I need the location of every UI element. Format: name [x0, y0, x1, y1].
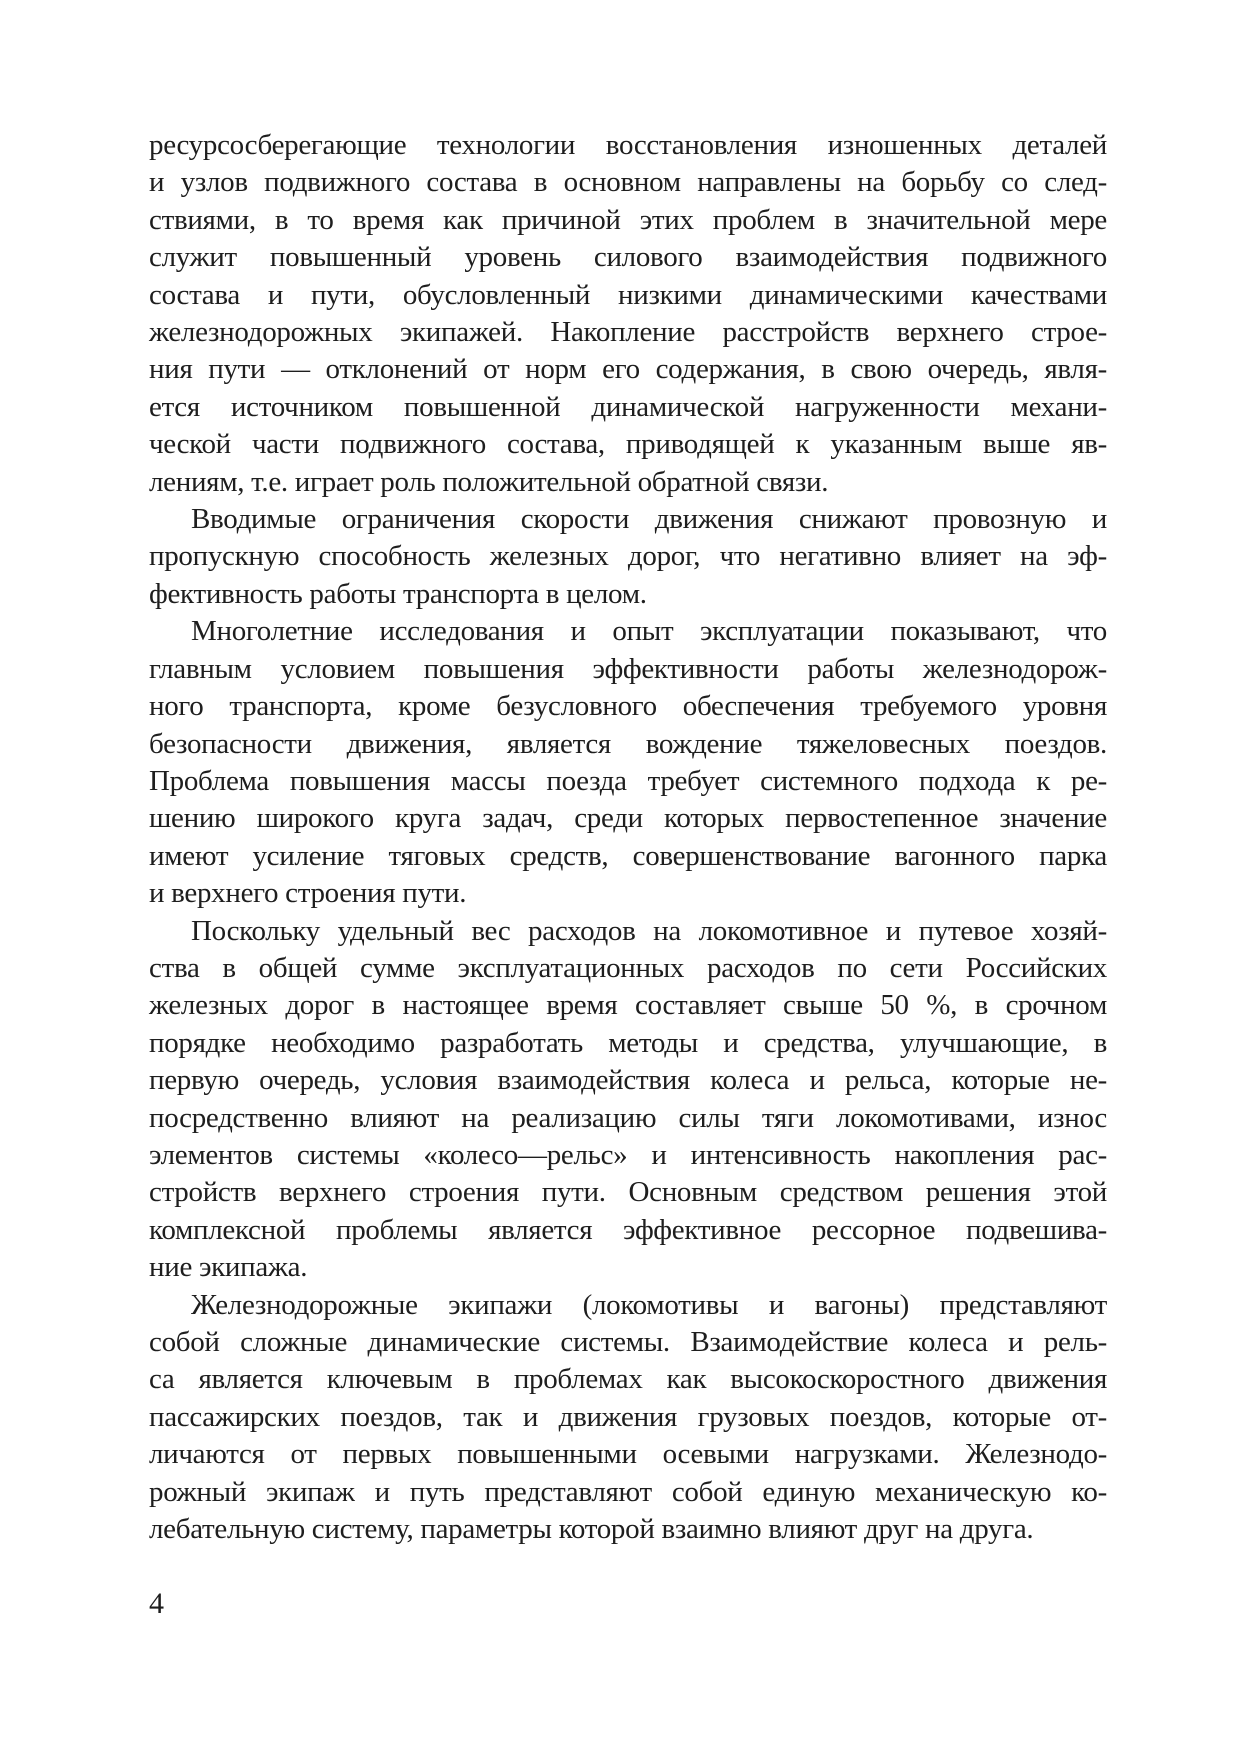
text-line: ние экипажа.: [149, 1251, 308, 1284]
text-line: стройств верхнего строения пути. Основным средством решения этой: [149, 1176, 1107, 1209]
text-line: ется источником повышенной динамической нагруженности механи-: [149, 390, 1107, 423]
text-line: ства в общей сумме эксплуатационных расходов по сети Российских: [149, 951, 1107, 984]
text-line: Железнодорожные экипажи (локомотивы и вагоны) представляют: [191, 1288, 1107, 1321]
text-line: железных дорог в настоящее время составляет свыше 50 %, в срочном: [149, 989, 1107, 1022]
text-line: ствиями, в то время как причиной этих проблем в значительной мере: [149, 203, 1107, 236]
text-line: лебательную систему, параметры которой взаимно влияют друг на друга.: [149, 1513, 1034, 1546]
text-line: главным условием повышения эффективности работы железнодорож-: [149, 652, 1107, 685]
text-line: личаются от первых повышенными осевыми нагрузками. Железнодо-: [149, 1438, 1107, 1471]
text-line: Поскольку удельный вес расходов на локомотивное и путевое хозяй-: [191, 914, 1107, 947]
text-line: пассажирских поездов, так и движения грузовых поездов, которые от-: [149, 1400, 1107, 1433]
text-line: фективность работы транспорта в целом.: [149, 577, 647, 610]
text-line: и узлов подвижного состава в основном направлены на борьбу со след-: [149, 166, 1107, 199]
text-line: рожный экипаж и путь представляют собой единую механическую ко-: [149, 1475, 1107, 1508]
text-line: посредственно влияют на реализацию силы тяги локомотивами, износ: [149, 1101, 1107, 1134]
text-line: ческой части подвижного состава, приводящей к указанным выше яв-: [149, 428, 1107, 461]
paragraph: [149, 613, 1107, 912]
text-line: ного транспорта, кроме безусловного обеспечения требуемого уровня: [149, 690, 1107, 723]
paragraph: [149, 913, 1107, 1287]
text-line: и верхнего строения пути.: [149, 877, 467, 910]
text-line: собой сложные динамические системы. Взаимодействие колеса и рель-: [149, 1326, 1107, 1358]
text-line: ния пути — отклонений от норм его содержания, в свою очередь, явля-: [149, 353, 1107, 386]
body-text: [149, 127, 1107, 1548]
text-line: служит повышенный уровень силового взаимодействия подвижного: [149, 241, 1107, 274]
text-line: безопасности движения, является вождение тяжеловесных поездов.: [149, 727, 1107, 760]
text-line: пропускную способность железных дорог, что негативно влияет на эф-: [149, 540, 1107, 573]
text-line: лениям, т.е. играет роль положительной обратной связи.: [149, 465, 829, 498]
text-line: состава и пути, обусловленный низкими динамическими качествами: [149, 278, 1107, 311]
text-line: са является ключевым в проблемах как высокоскоростного движения: [149, 1363, 1107, 1396]
text-line: железнодорожных экипажей. Накопление расстройств верхнего строе-: [149, 316, 1107, 349]
page-number: 4: [149, 1587, 164, 1620]
text-line: Вводимые ограничения скорости движения снижают провозную и: [191, 503, 1107, 536]
paragraph: [149, 1287, 1107, 1549]
text-line: имеют усиление тяговых средств, совершенствование вагонного парка: [149, 839, 1107, 872]
text-line: элементов системы «колесо—рельс» и интенсивность накопления рас-: [149, 1138, 1107, 1171]
text-line: Проблема повышения массы поезда требует системного подхода к ре-: [149, 764, 1107, 797]
text-line: порядке необходимо разработать методы и средства, улучшающие, в: [149, 1026, 1107, 1059]
paragraph: [149, 501, 1107, 613]
paragraph: [149, 127, 1107, 501]
text-line: комплексной проблемы является эффективное рессорное подвешива-: [149, 1213, 1107, 1246]
text-line: Многолетние исследования и опыт эксплуатации показывают, что: [191, 615, 1107, 648]
text-line: ресурсосберегающие технологии восстановления изношенных деталей: [149, 129, 1107, 161]
text-line: первую очередь, условия взаимодействия колеса и рельса, которые не-: [149, 1064, 1107, 1097]
text-line: шению широкого круга задач, среди которых первостепенное значение: [149, 802, 1107, 835]
